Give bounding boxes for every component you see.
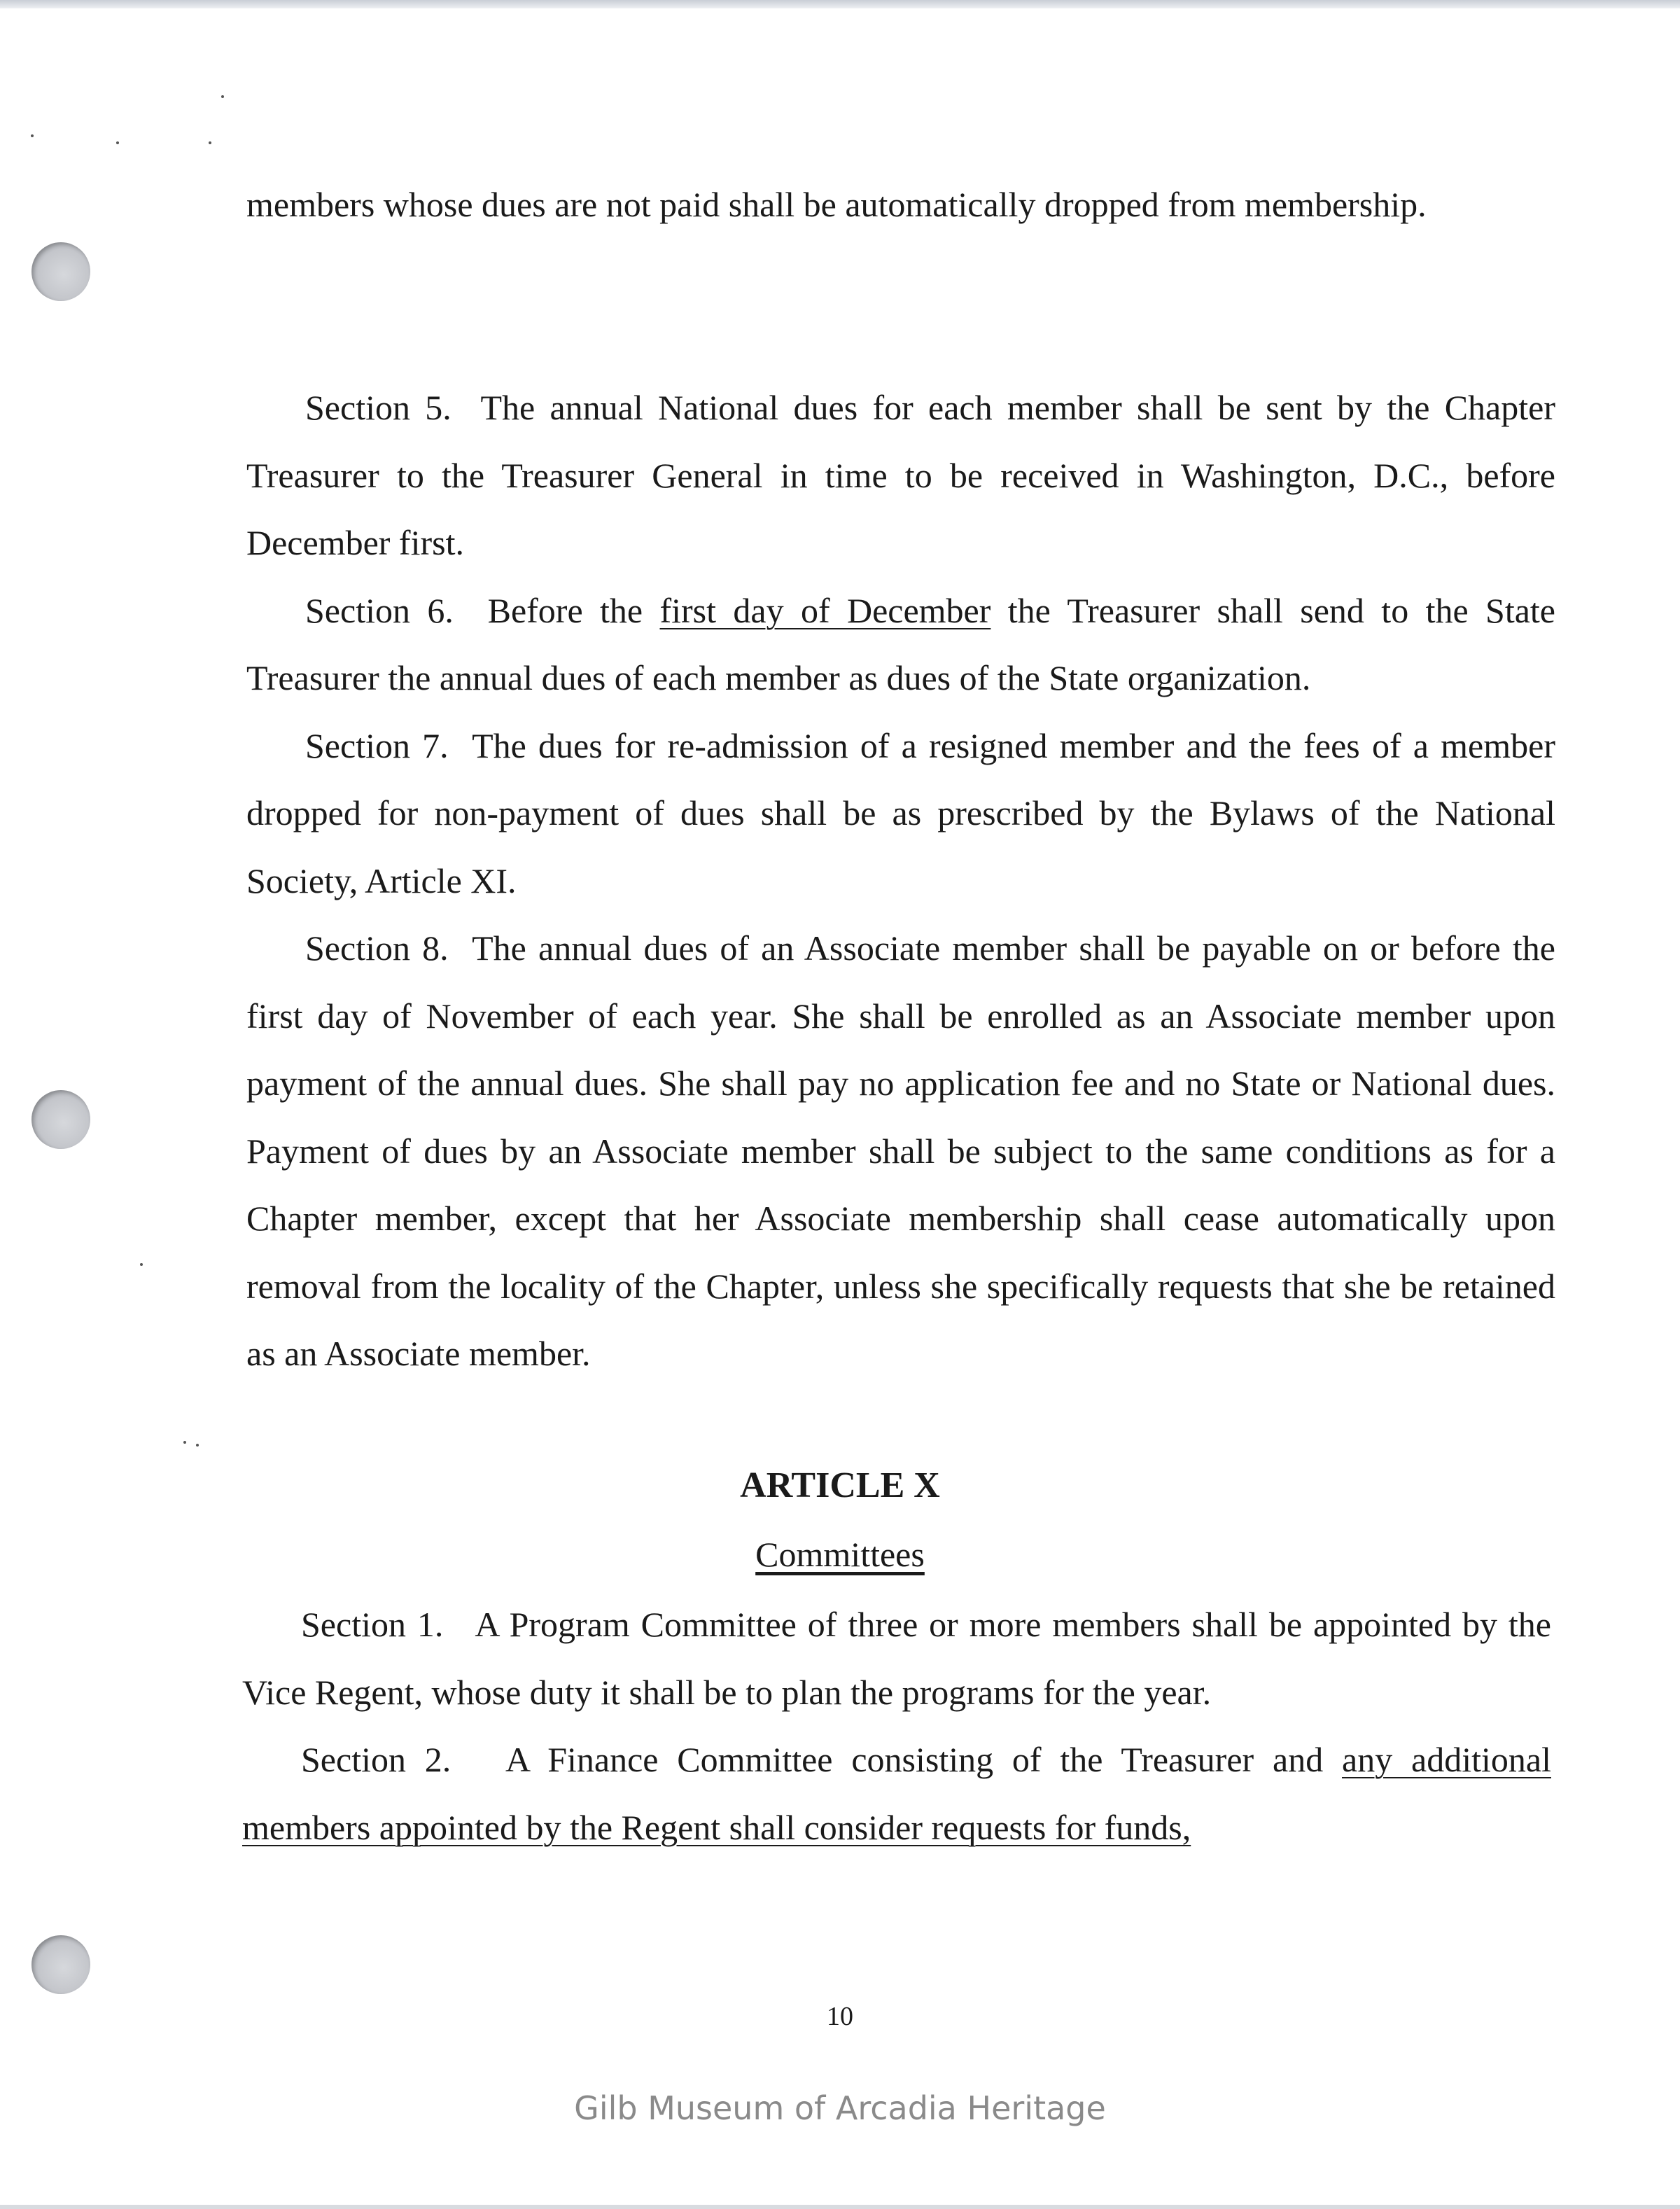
document-paragraph	[246, 171, 1555, 239]
page-bottom-edge	[0, 2205, 1680, 2209]
paper-speck	[140, 1263, 143, 1266]
section-text: A Program Committee of three or more members shall be appointed by the Vice Regent, whose duty it shall be to plan the programs for the year.	[242, 1605, 1551, 1712]
paper-speck	[196, 1444, 199, 1447]
paper-speck	[116, 141, 119, 144]
section-text: the Treasurer shall send to the State Treasurer the annual dues of each member as dues of the State organization.	[246, 590, 1555, 697]
article-title: ARTICLE X	[740, 1465, 940, 1505]
committee-sections	[242, 1591, 1551, 1861]
section-7-paragraph	[246, 712, 1555, 915]
section-6-paragraph	[246, 577, 1555, 712]
museum-watermark: Gilb Museum of Arcadia Heritage	[574, 2089, 1106, 2127]
page-number: 10	[827, 2002, 853, 2031]
article-subtitle	[0, 1526, 1680, 1582]
paper-speck	[209, 141, 211, 144]
section-5-paragraph	[246, 374, 1555, 577]
committee-section-2-paragraph	[242, 1726, 1551, 1861]
dues-sections	[246, 374, 1555, 1388]
page-top-edge	[0, 0, 1680, 8]
article-subtitle-text: Committees	[755, 1535, 925, 1574]
committee-section-1-paragraph	[242, 1591, 1551, 1726]
section-label: Section 8.	[305, 928, 449, 968]
binder-punch-hole	[31, 242, 90, 301]
underlined-phrase: first day of December	[659, 590, 991, 630]
paragraph-text: members whose dues are not paid shall be automatically dropped from membership.	[246, 185, 1427, 224]
paper-speck	[221, 95, 224, 98]
section-label: Section 5.	[305, 388, 451, 427]
section-label: Section 7.	[305, 725, 449, 765]
binder-punch-hole	[31, 1090, 90, 1149]
section-label: Section 1.	[301, 1605, 444, 1644]
binder-punch-hole	[31, 1935, 90, 1994]
paper-speck	[183, 1441, 186, 1444]
paper-speck	[31, 134, 34, 137]
section-text: Before the	[487, 590, 660, 630]
section-text: The annual dues of an Associate member shall be payable on or before the first day of November of each year. She shall be enrolled as an Associate member upon payment of the annual dues. She shall pay no application fee and no State or National dues. Payment of dues by an Associate member shall be subject to the same conditions as for a Chapter member, except that her Associate membership shall cease automatically upon removal from the locality of the Chapter, unless she specifically requests that she be retained as an Associate member.	[246, 928, 1555, 1373]
section-label: Section 2.	[301, 1740, 451, 1779]
section-8-paragraph	[246, 914, 1555, 1388]
underlined-phrase: any additional members appointed by the Regent shall consider requests for funds,	[242, 1740, 1551, 1847]
section-label: Section 6.	[305, 590, 454, 630]
section-text: The annual National dues for each member shall be sent by the Chapter Treasurer to the Treasurer General in time to be received in Washington, D.C., before December first.	[246, 388, 1555, 562]
section-text: The dues for re-admission of a resigned member and the fees of a member dropped for non-payment of dues shall be as prescribed by the Bylaws of the National Society, Article XI.	[246, 725, 1555, 900]
section-text: A Finance Committee consisting of the Treasurer and	[505, 1740, 1343, 1779]
